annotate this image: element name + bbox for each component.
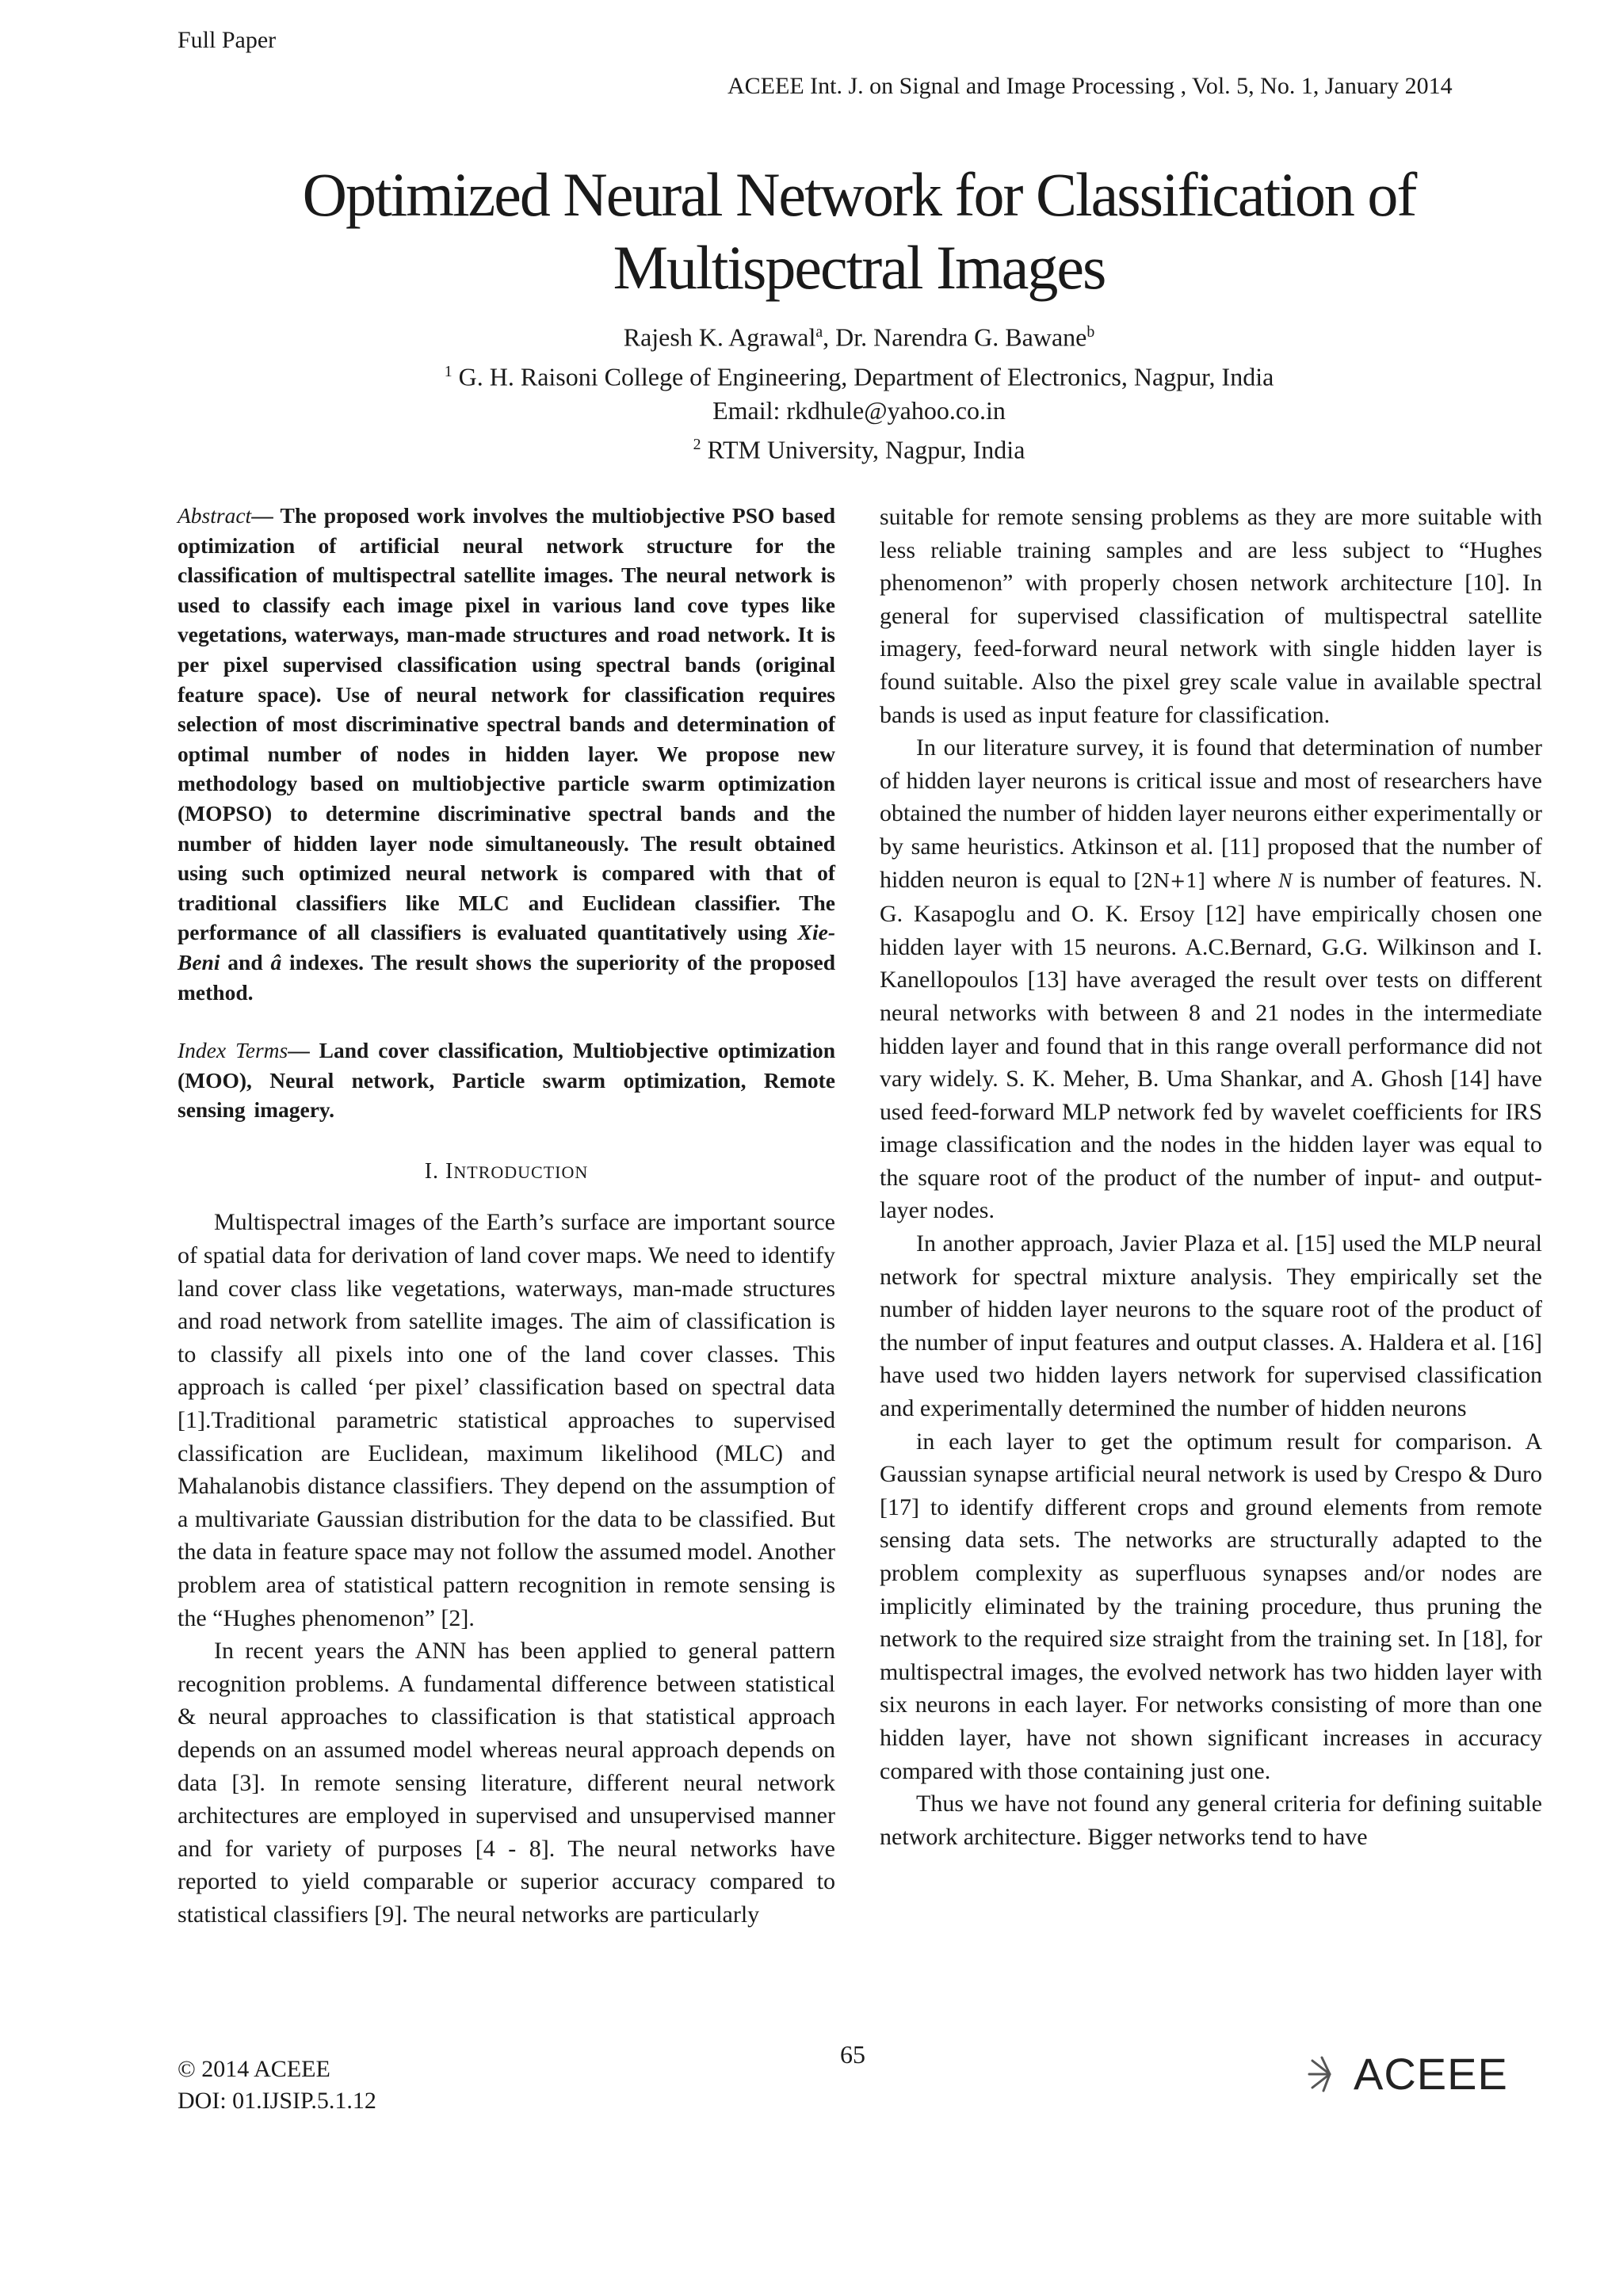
running-header-left: Full Paper <box>178 27 277 53</box>
author-names <box>0 315 1623 355</box>
title-line-2: Multispectral Images <box>613 233 1106 302</box>
footer-copyright-block <box>178 2054 376 2117</box>
paper-title <box>0 158 1623 304</box>
copyright: © 2014 ACEEE <box>178 2056 330 2082</box>
doi: DOI: 01.IJSIP.5.1.12 <box>178 2088 376 2114</box>
author-2-mark: b <box>1086 323 1095 341</box>
inline-formula: [2N+1] <box>1133 869 1205 892</box>
author-1: Rajesh K. Agrawal <box>623 322 816 352</box>
logo-text: ACEEE <box>1354 2049 1508 2099</box>
author-email: Email: rkdhule@yahoo.co.in <box>712 396 1006 425</box>
author-block <box>0 315 1623 467</box>
inline-variable: N <box>1278 868 1293 892</box>
star-burst-icon <box>1306 2054 1354 2094</box>
paragraph: suitable for remote sensing problems as they are more suitable with less reliable training samples and are less subject to “Hughes phenomenon” with properly chosen network architecture [10]. In general for supervised classification of multispectral satellite imagery, feed-forward neural network with single hidden layer is found suitable. Also the pixel grey scale value in available spectral bands is used as input feature for classification. <box>880 504 1542 728</box>
paragraph: Multispectral images of the Earth’s surface are important source of spatial data for derivation of land cover maps. We need to identify land cover class like vegetations, waterways, man-made structures and road network from satellite images. The aim of classification is to classify all pixels into one of the land cover classes. This approach is called ‘per pixel’ classification based on spectral data [1].Traditional parametric statistical approaches to supervised classification are Euclidean, maximum likelihood (MLC) and Mahalanobis distance classifiers. They depend on the assumption of a multivariate Gaussian distribution for the data to be classified. But the data in feature space may not follow the assumed model. Another problem area of statistical pattern recognition in remote sensing is the “Hughes phenomenon” [2]. <box>178 1209 835 1631</box>
paragraph: Thus we have not found any general criteria for defining suitable network architecture. Bigger networks tend to have <box>880 1791 1542 1850</box>
aceee-logo <box>1306 2048 1508 2100</box>
right-column <box>880 501 1542 1853</box>
section-heading-introduction: I. INTRODUCTION <box>424 1158 589 1184</box>
author-1-mark: a <box>815 323 823 341</box>
index-terms: Index Terms— Land cover classification, Multiobjective optimization (MOO), Neural network, Particle swarm optimization, Remote sensing imagery. <box>178 1038 835 1123</box>
left-column <box>178 501 835 1932</box>
index-terms-label: Index Terms <box>178 1038 288 1063</box>
paragraph: In another approach, Javier Plaza et al. [15] used the MLP neural network for spectral mixture analysis. They empirically set the number of hidden layer neurons to the square root of the product of the number of input features and output classes. A. Haldera et al. [16] have used two hidden layers network for supervised classification and experimentally determined the number of hidden neurons <box>880 1230 1542 1422</box>
affiliation-2: $^2$ RTM University, Nagpur, India <box>693 435 1025 464</box>
affiliation-1: $^1$ G. H. Raisoni College of Engineering, Department of Electronics, Nagpur, India <box>444 362 1274 391</box>
running-header-journal: ACEEE Int. J. on Signal and Image Processing , Vol. 5, No. 1, January 2014 <box>727 73 1453 99</box>
author-2: , Dr. Narendra G. Bawane <box>823 322 1087 352</box>
paragraph: In our literature survey, it is found that determination of number of hidden layer neurons is critical issue and most of researchers have obtained the number of hidden layer neurons either experimentally or by same heuristics. Atkinson et al. [11] proposed that the number of hidden neuron is equal to [2N+1] where N is number of features. N. G. Kasapoglu and O. K. Ersoy [12] have empirically chosen one hidden layer with 15 neurons. A.C.Bernard, G.G. Wilkinson and I. Kanellopoulos [13] have averaged the result over tests on different neural networks with between 8 and 21 nodes in the intermediate hidden layer and found that in this range overall performance did not vary widely. S. K. Meher, B. Uma Shankar, and A. Ghosh [14] have used feed-forward MLP network fed by wavelet coefficients for IRS image classification and the nodes in the hidden layer was equal to the square root of the product of the number of input- and output-layer nodes. <box>880 734 1542 1224</box>
paragraph: in each layer to get the optimum result for comparison. A Gaussian synapse artificial neural network is used by Crespo & Duro [17] to identify different crops and ground elements from remote sensing data sets. The networks are structurally adapted to the problem complexity as superfluous synapses and/or nodes are implicitly eliminated by the training procedure, thus pruning the network to the required size straight from the training set. In [18], for multispectral images, the evolved network has two hidden layer with six neurons in each layer. For networks consisting of more than one hidden layer, have not shown significant increases in accuracy compared with those containing just one. <box>880 1428 1542 1784</box>
page-number: 65 <box>840 2040 865 2069</box>
abstract: Abstract— The proposed work involves the multiobjective PSO based optimization of artificial neural network structure for the classification of multispectral satellite images. The neural network is used to classify each image pixel in various land cove types like vegetations, waterways, man-made structures and road network. It is per pixel supervised classification using spectral bands (original feature space). Use of neural network for classification requires selection of most discriminative spectral bands and determination of optimal number of nodes in hidden layer. We propose new methodology based on multiobjective particle swarm optimization (MOPSO) to determine discriminative spectral bands and the number of hidden layer node simultaneously. The result obtained using such optimized neural network is compared with that of traditional classifiers like MLC and Euclidean classifier. The performance of all classifiers is evaluated quantitatively using Xie-Beni and â indexes. The result shows the superiority of the proposed method. <box>178 503 835 1005</box>
abstract-label: Abstract <box>178 503 252 528</box>
title-line-1: Optimized Neural Network for Classification of <box>302 160 1416 229</box>
paragraph: In recent years the ANN has been applied to general pattern recognition problems. A fundamental difference between statistical & neural approaches to classification is that statistical approach depends on an assumed model whereas neural approach depends on data [3]. In remote sensing literature, different neural network architectures are employed in supervised and unsupervised manner and for variety of purposes [4 - 8]. The neural networks have reported to yield comparable or superior accuracy compared to statistical classifiers [9]. The neural networks are particularly <box>178 1638 835 1928</box>
